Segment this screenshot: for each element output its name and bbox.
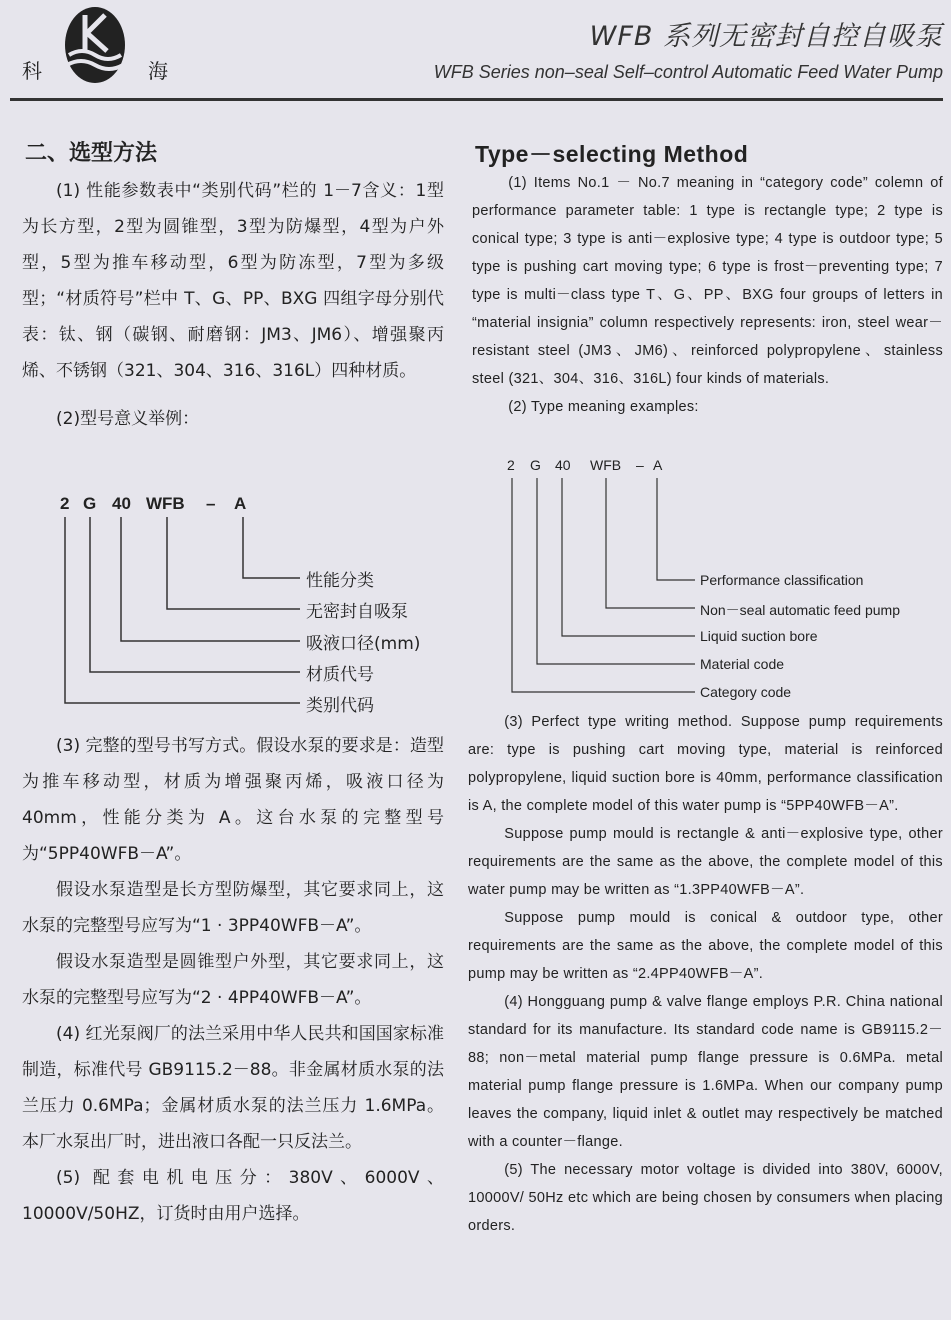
label: Material code (700, 656, 785, 672)
code-part: 40 (112, 494, 131, 513)
code-part: A (234, 494, 247, 513)
label: Category code (700, 684, 792, 700)
logo-char-left: 科 (22, 59, 42, 83)
code-part: 2 (507, 457, 515, 473)
logo-char-right: 海 (148, 59, 168, 83)
paragraph: Suppose pump mould is conical & outdoor type, other requirements are the same as the above, the complete model of this pump may be written as “2.4PP40WFB－A”. (468, 910, 943, 982)
section-heading-cn: 二、选型方法 (25, 141, 158, 166)
code-part: A (653, 457, 663, 473)
paragraph: (3) 完整的型号书写方式。假设水泵的要求是：造型为推车移动型，材质为增强聚丙烯，吸液口径为 40mm，性能分类为 A。这台水泵的完整型号为“5PP40WFB－A”。 (22, 736, 444, 864)
code-part: G (83, 494, 97, 513)
code-part: – (636, 457, 644, 473)
code-part: G (530, 457, 541, 473)
right-column-top (472, 169, 943, 421)
title-english: WFB Series non–seal Self–control Automatic Feed Water Pump (433, 62, 943, 82)
paragraph: (1) Items No.1 － No.7 meaning in “category code” colemn of performance parameter table: 1 type is rectangle type; 2 type is conical type; 3 type is anti－explosive type; 4 type is outdoor type; 5 type is pushing cart moving type; 6 type is frost－preventing type; 7 type is multi－class type T、G、PP、BXG four groups of letters in “material insignia” column respectively represents: iron, steel wear－resistant steel (JM3、JM6)、reinforced polypropylene、stainless steel (321、304、316、316L) four kinds of materials. (472, 175, 943, 387)
paragraph: (4) Hongguang pump & valve flange employs P.R. China national standard for its manufacture. Its standard code name is GB9115.2－88; non－metal material pump flange pressure is 0.6MPa. metal material pump flange pressure is 1.6MPa. When our company pump leaves the company, liquid inlet & outlet may respectively be matched with a counter－flange. (468, 994, 943, 1150)
code-part: WFB (146, 494, 185, 513)
paragraph: 假设水泵造型是圆锥型户外型，其它要求同上，这水泵的完整型号应写为“2 · 4PP40WFB－A”。 (22, 952, 444, 1008)
label: Liquid suction bore (700, 628, 818, 644)
paragraph: (5) The necessary motor voltage is divided into 380V, 6000V, 10000V/ 50Hz etc which are being chosen by consumers when placing orders. (468, 1162, 943, 1234)
paragraph: (2) Type meaning examples: (508, 399, 699, 415)
label: Performance classification (700, 572, 864, 588)
label: Non－seal automatic feed pump (700, 602, 900, 618)
paragraph: (2)型号意义举例： (56, 409, 200, 429)
section-heading-en: Type－selecting Method (475, 141, 749, 167)
title-chinese: WFB 系列无密封自控自吸泵 (589, 21, 943, 52)
paragraph: 假设水泵造型是长方型防爆型，其它要求同上，这水泵的完整型号应写为“1 · 3PP40WFB－A”。 (22, 880, 444, 936)
label: 材质代号 (306, 665, 374, 685)
label: 类别代码 (306, 696, 374, 716)
code-part: – (206, 494, 216, 513)
code-part: WFB (590, 457, 622, 473)
paragraph: (3) Perfect type writing method. Suppose pump requirements are: type is pushing cart moving type, material is reinforced polypropylene, liquid suction bore is 40mm, performance classification is A, the complete model of this water pump is “5PP40WFB－A”. (468, 714, 943, 814)
paragraph: (5) 配套电机电压分：380V、6000V、10000V/50HZ，订货时由用户选择。 (22, 1168, 444, 1224)
paragraph: (4) 红光泵阀厂的法兰采用中华人民共和国国家标准制造，标准代号 GB9115.2－88。非金属材质水泵的法兰压力 0.6MPa；金属材质水泵的法兰压力 1.6MPa。本厂水泵出厂时，进出液口各配一只反法兰。 (22, 1024, 444, 1152)
label: 无密封自吸泵 (306, 602, 408, 622)
paragraph: Suppose pump mould is rectangle & anti－explosive type, other requirements are the same as the above, the complete model of this water pump may be written as “1.3PP40WFB－A”. (468, 826, 943, 898)
label: 性能分类 (306, 571, 374, 591)
code-part: 40 (555, 457, 571, 473)
right-column-bottom (468, 708, 943, 1240)
code-part: 2 (60, 494, 70, 513)
paragraph: (1) 性能参数表中“类别代码”栏的 1－7含义：1型为长方型，2型为圆锥型，3型为防爆型，4型为户外型，5型为推车移动型，6型为防冻型，7型为多级型；“材质符号”栏中 T、G、PP、BXG 四组字母分别代表：钛、钢（碳钢、耐磨钢：JM3、JM6）、增强聚丙烯、不锈钢（321、304、316、316L）四种材质。 (22, 181, 444, 381)
label: 吸液口径(mm) (306, 634, 421, 654)
